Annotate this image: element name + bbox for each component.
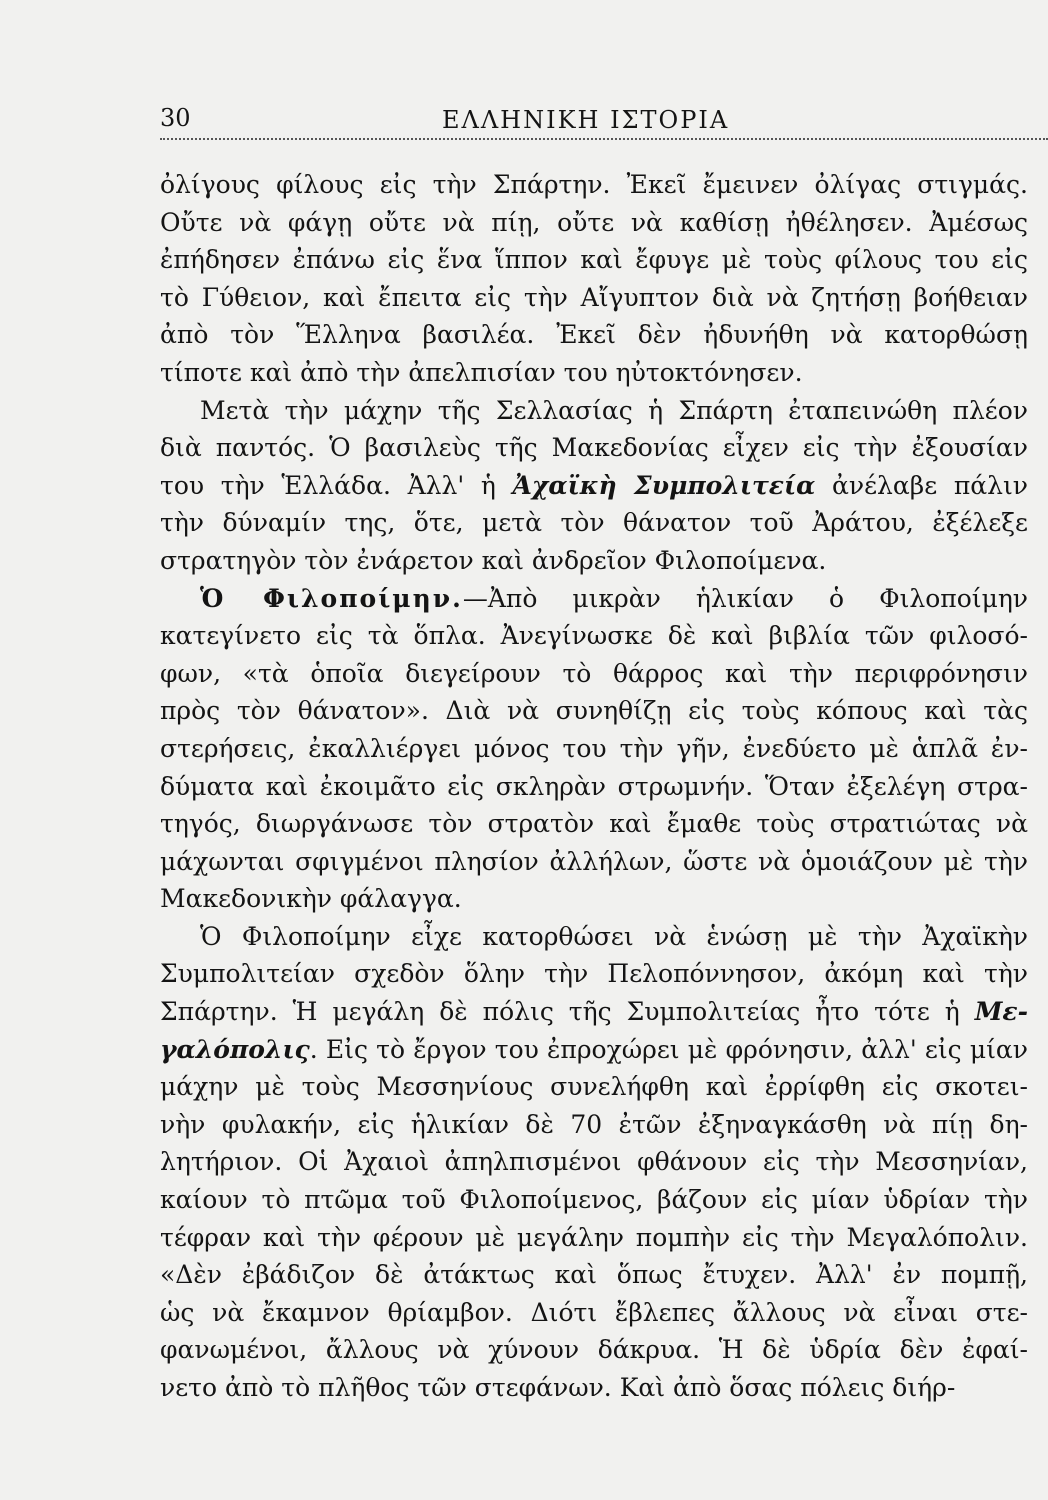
text-line [160,1143,1048,1181]
text-segment: δύματα καὶ ἐκοιμᾶτο εἰς σκληρὰν στρωμνήν. Ὅταν ἐξελέγη στρα- [160,771,1028,801]
text-line [160,1031,1048,1069]
text-line [160,1068,1048,1106]
text-line [160,392,1048,430]
text-line [160,1219,1048,1257]
text-segment: ὀλίγους φίλους εἰς τὴν Σπάρτην. Ἐκεῖ ἔμεινεν ὀλίγας στιγμάς. [160,170,1028,199]
text-line [160,692,1048,730]
text-segment: καίουν τὸ πτῶμα τοῦ Φιλοποίμενος, βάζουν εἰς μίαν ὑδρίαν τὴν [160,1185,1028,1215]
text-segment: τίποτε καὶ ἀπὸ τὴν ἀπελπισίαν του ηὐτοκτόνησεν. [160,357,803,387]
text-line [160,955,1048,993]
text-segment: τὴν δύναμίν της, ὅτε, μετὰ τὸν θάνατον τοῦ Ἀράτου, ἐξέλεξε [160,508,1028,538]
text-line [160,993,1048,1031]
text-line [160,1256,1048,1294]
text-segment: ὡς νὰ ἔκαμνον θρίαμβον. Διότι ἔβλεπες ἄλλους νὰ εἶναι στε- [160,1297,1028,1327]
text-line [160,542,1048,580]
text-line [160,655,1048,693]
text-segment: ἐπήδησεν ἐπάνω εἰς ἕνα ἵππον καὶ ἔφυγε μὲ τοὺς φίλους του εἰς [160,245,1028,275]
text-line [160,279,1048,317]
text-segment: διὰ παντός. Ὁ βασιλεὺς τῆς Μακεδονίας εἶχεν εἰς τὴν ἐξουσίαν [160,433,1028,463]
text-segment: Μετὰ τὴν μάχην τῆς Σελλασίας ἡ Σπάρτη ἐταπεινώθη πλέον [200,395,1028,425]
text-segment: . Εἰς τὸ ἔργον του ἐπροχώρει μὲ φρόνησιν, ἀλλ' εἰς μίαν [309,1034,1028,1064]
page-number: 30 [160,104,191,132]
emphasis-text: Με- [974,997,1028,1027]
text-segment: —Ἀπὸ μικρὰν ἡλικίαν ὁ Φιλοποίμην [462,583,1028,613]
emphasis-text: Ὁ Φιλοποίμην. [200,583,463,613]
text-segment: ἀνέλαβε πάλιν [815,470,1028,500]
text-segment: μάχωνται σφιγμένοι πλησίον ἀλλήλων, ὥστε νὰ ὁμοιάζουν μὲ τὴν [160,846,1028,876]
text-segment: στερήσεις, ἐκαλλιέργει μόνος του τὴν γῆν, ἐνεδύετο μὲ ἁπλᾶ ἐν- [160,733,1028,763]
text-segment: τέφραν καὶ τὴν φέρουν μὲ μεγάλην πομπὴν εἰς τὴν Μεγαλόπολιν. [160,1222,1028,1252]
header-rule [160,138,1048,140]
page-header [160,100,1048,140]
text-line [160,166,1048,204]
text-line [160,805,1048,843]
text-segment: Μακεδονικὴν φάλαγγα. [160,884,462,914]
text-segment: νετο ἀπὸ τὸ πλῆθος τῶν στεφάνων. Καὶ ἀπὸ ὅσας πόλεις διήρ- [160,1373,956,1402]
text-segment: τὸ Γύθειον, καὶ ἔπειτα εἰς τὴν Αἴγυπτον διὰ νὰ ζητήσῃ βοήθειαν [160,282,1028,312]
text-segment: τηγός, διωργάνωσε τὸν στρατὸν καὶ ἔμαθε τοὺς στρατιώτας νὰ [160,809,1028,839]
text-segment: κατεγίνετο εἰς τὰ ὅπλα. Ἀνεγίνωσκε δὲ καὶ βιβλία τῶν φιλοσό- [160,621,1028,651]
text-line [160,241,1048,279]
text-line [160,1331,1048,1369]
text-segment: Ὁ Φιλοποίμην εἶχε κατορθώσει νὰ ἑνώσῃ μὲ τὴν Ἀχαϊκὴν [200,921,1028,951]
text-line [160,316,1048,354]
text-line [160,843,1048,881]
text-segment: νὴν φυλακήν, εἰς ἡλικίαν δὲ 70 ἐτῶν ἐξηναγκάσθη νὰ πίῃ δη- [160,1109,1028,1139]
emphasis-text: γαλόπολις [160,1034,310,1064]
text-segment: του τὴν Ἑλλάδα. Ἀλλ' ἡ [160,470,513,500]
text-segment: Συμπολιτείαν σχεδὸν ὅλην τὴν Πελοπόννησον, ἀκόμη καὶ τὴν [160,959,1028,989]
text-line [160,1369,1048,1407]
text-line [160,730,1048,768]
text-line [160,880,1048,918]
text-segment: λητήριον. Οἱ Ἀχαιοὶ ἀπηλπισμένοι φθάνουν εἰς τὴν Μεσσηνίαν, [160,1147,1028,1177]
emphasis-text: Ἀχαϊκὴ Συμπολιτεία [512,470,816,500]
text-segment: Σπάρτην. Ἡ μεγάλη δὲ πόλις τῆς Συμπολιτείας ἦτο τότε ἡ [160,997,975,1027]
running-title: ΕΛΛΗΝΙΚΗ ΙΣΤΟΡΙΑ [442,106,730,134]
text-line [160,768,1048,806]
text-segment: φανωμένοι, ἄλλους νὰ χύνουν δάκρυα. Ἡ δὲ ὑδρία δὲν ἐφαί- [160,1335,1028,1365]
text-segment: ἀπὸ τὸν Ἕλληνα βασιλέα. Ἐκεῖ δὲν ἠδυνήθη νὰ κατορθώσῃ [160,320,1028,350]
text-line [160,1106,1048,1144]
text-line [160,1294,1048,1332]
text-line [160,204,1048,242]
text-line [160,580,1048,618]
text-segment: μάχην μὲ τοὺς Μεσσηνίους συνελήφθη καὶ ἐρρίφθη εἰς σκοτει- [160,1072,1028,1102]
body-text [160,166,1048,1407]
text-line [160,354,1048,392]
text-line [160,504,1048,542]
text-segment: Οὔτε νὰ φάγῃ οὔτε νὰ πίῃ, οὔτε νὰ καθίσῃ ἠθέλησεν. Ἀμέσως [160,207,1028,237]
text-segment: «Δὲν ἐβάδιζον δὲ ἀτάκτως καὶ ὅπως ἔτυχεν. Ἀλλ' ἐν πομπῇ, [160,1260,1028,1290]
text-segment: φων, «τὰ ὁποῖα διεγείρουν τὸ θάρρος καὶ τὴν περιφρόνησιν [160,658,1028,688]
text-line [160,429,1048,467]
text-line [160,467,1048,505]
text-line [160,1181,1048,1219]
text-line [160,617,1048,655]
text-segment: στρατηγὸν τὸν ἐνάρετον καὶ ἀνδρεῖον Φιλοποίμενα. [160,545,827,575]
text-line [160,918,1048,956]
text-segment: πρὸς τὸν θάνατον». Διὰ νὰ συνηθίζῃ εἰς τοὺς κόπους καὶ τὰς [160,696,1028,726]
